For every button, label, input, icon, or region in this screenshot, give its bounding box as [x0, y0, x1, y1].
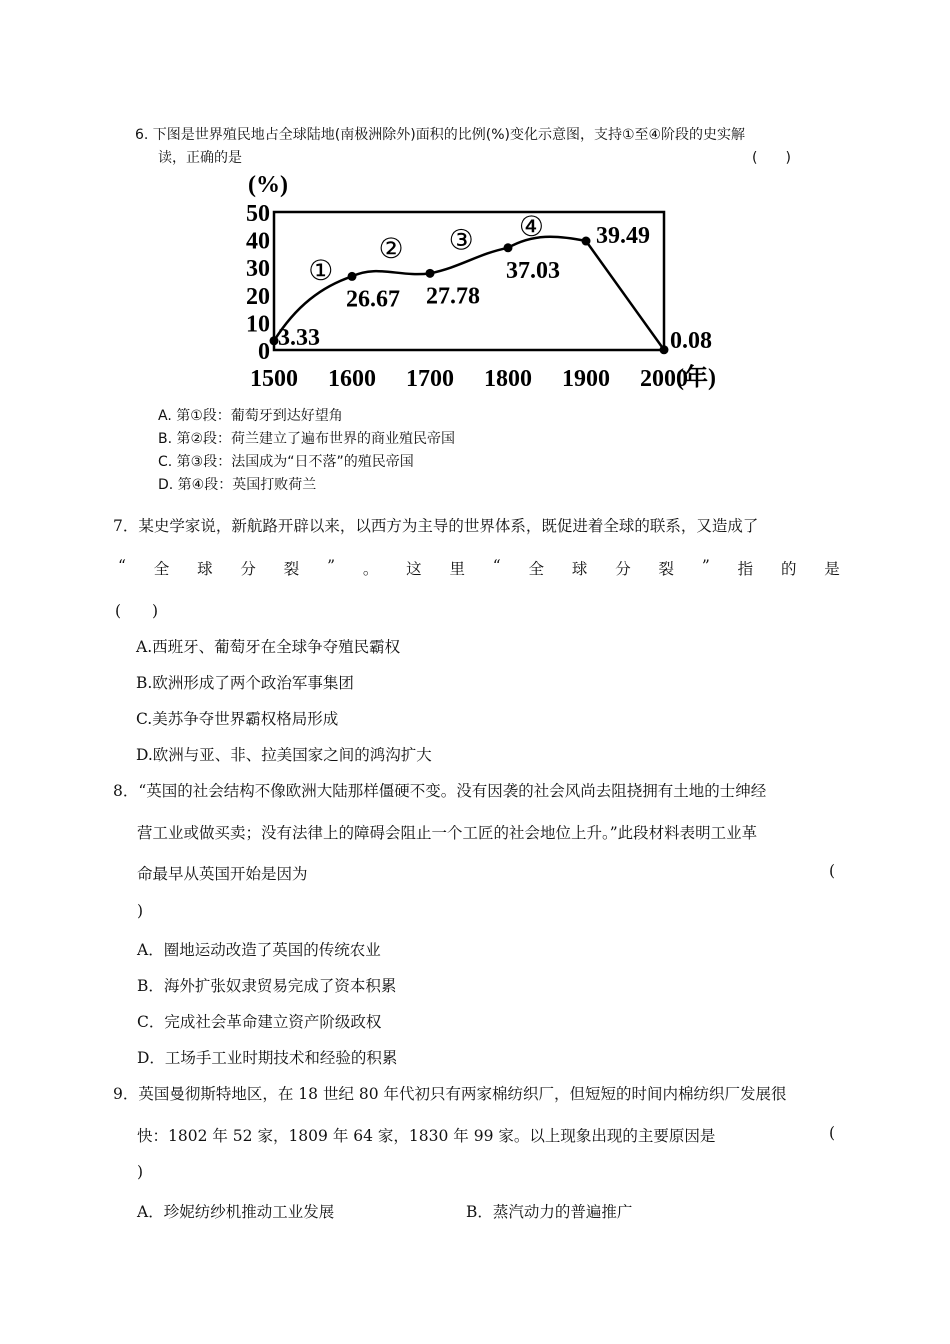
y-tick-label: 20: [246, 283, 270, 310]
data-value-label: 39.49: [596, 223, 650, 250]
q7-answer-paren: ( ): [115, 602, 159, 620]
q8-stem-line1: 8．“英国的社会结构不像欧洲大陆那样僵硬不变。没有因袭的社会风尚去阻挠拥有土地的士绅经: [113, 782, 767, 800]
q7-char: 分: [615, 560, 631, 578]
q7-char: 分: [240, 560, 256, 578]
q8-stem-line3: 命最早从英国开始是因为: [137, 865, 308, 883]
q6-stem-line1: 6. 下图是世界殖民地占全球陆地(南极洲除外)面积的比例(%)变化示意图，支持①至④阶段的史实解: [135, 127, 746, 143]
data-point: [582, 237, 591, 246]
x-tick-label: 1600: [328, 366, 376, 392]
q7-char: “: [492, 557, 501, 575]
q7-char: 指: [737, 560, 754, 578]
q7-option-c: C.美苏争夺世界霸权格局形成: [136, 710, 339, 728]
data-value-label: 37.03: [506, 257, 560, 284]
y-tick-label: 50: [246, 201, 270, 227]
q7-char: 是: [824, 560, 840, 578]
q8-option-b: B．海外扩张奴隶贸易完成了资本积累: [137, 977, 397, 995]
y-tick-label: 30: [246, 256, 270, 283]
data-point: [426, 269, 435, 278]
x-tick-label: 1500: [250, 366, 298, 392]
data-value-label: 3.33: [278, 324, 320, 351]
y-tick-label: 0: [258, 339, 270, 365]
q7-stem-line1: 7．某史学家说，新航路开辟以来，以西方为主导的世界体系，既促进着全球的联系，又造成了: [113, 517, 759, 535]
q6-option-b: B. 第②段：荷兰建立了遍布世界的商业殖民帝国: [158, 431, 456, 447]
q7-option-b: B.欧洲形成了两个政治军事集团: [136, 674, 354, 692]
q6-option-a: A. 第①段：葡萄牙到达好望角: [158, 408, 343, 424]
y-tick-label: 40: [246, 228, 270, 255]
q9-paren-open: (: [829, 1124, 836, 1142]
y-tick-label: 10: [246, 311, 270, 338]
data-value-label: 26.67: [346, 286, 400, 313]
q7-option-a: A.西班牙、葡萄牙在全球争夺殖民霸权: [136, 638, 401, 656]
q7-char: ”: [701, 557, 710, 575]
q9-stem-line1: 9．英国曼彻斯特地区，在 18 世纪 80 年代初只有两家棉纺织厂，但短短的时间内棉纺织厂发展很: [113, 1085, 787, 1103]
q8-option-c: C．完成社会革命建立资产阶级政权: [137, 1013, 382, 1031]
q7-char: 球: [197, 560, 213, 578]
stage-marker: ①: [308, 255, 334, 287]
stage-marker: ③: [448, 225, 474, 257]
q7-char: 全: [153, 560, 170, 578]
x-tick-label: 1800: [484, 366, 532, 392]
q7-char: 裂: [658, 560, 675, 578]
y-axis-label: (%): [248, 172, 288, 198]
data-point: [504, 243, 513, 252]
data-value-label: 0.08: [670, 327, 712, 354]
data-point: [660, 345, 669, 354]
q7-char: ”: [327, 557, 335, 575]
q6-option-d: D. 第④段：英国打败荷兰: [158, 477, 317, 493]
q8-option-a: A．圈地运动改造了英国的传统农业: [137, 941, 381, 959]
q7-char: 球: [571, 560, 588, 578]
q7-char: 的: [780, 560, 797, 578]
q7-char: 。: [362, 560, 379, 578]
q9-option-a: A．珍妮纺纱机推动工业发展: [137, 1203, 335, 1221]
q7-stem-line2: [118, 557, 840, 579]
q9-stem-line2: 快：1802 年 52 家，1809 年 64 家，1830 年 99 家。以上现象出现的主要原因是: [137, 1127, 716, 1145]
q8-stem-line2: 营工业或做买卖；没有法律上的障碍会阻止一个工匠的社会地位上升。”此段材料表明工业革: [137, 824, 758, 842]
q8-option-d: D．工场手工业时期技术和经验的积累: [137, 1049, 398, 1067]
x-tick-label: 1700: [406, 366, 454, 392]
stage-marker: ④: [518, 211, 544, 243]
q6-answer-paren: ( ): [752, 150, 791, 166]
q7-char: 裂: [283, 560, 300, 578]
q7-char: 这: [406, 560, 422, 578]
q7-char: “: [118, 557, 126, 575]
q7-char: 全: [528, 560, 545, 578]
x-axis-label: (年): [676, 365, 716, 391]
x-tick-label: 2000: [640, 366, 688, 392]
colony-area-line-chart: [230, 166, 730, 398]
q7-char: 里: [449, 560, 465, 578]
stage-marker: ②: [378, 233, 404, 265]
data-value-label: 27.78: [426, 283, 480, 310]
q7-option-d: D.欧洲与亚、非、拉美国家之间的鸿沟扩大: [136, 746, 432, 764]
q9-option-b: B．蒸汽动力的普遍推广: [466, 1203, 633, 1221]
q8-paren-open: (: [829, 862, 836, 880]
q6-stem-line2: 读，正确的是: [158, 150, 242, 166]
q8-paren-close: ): [137, 902, 144, 920]
x-tick-label: 1900: [562, 366, 610, 392]
q9-paren-close: ): [137, 1163, 144, 1181]
q6-option-c: C. 第③段：法国成为“日不落”的殖民帝国: [158, 454, 414, 470]
data-point: [348, 272, 357, 281]
